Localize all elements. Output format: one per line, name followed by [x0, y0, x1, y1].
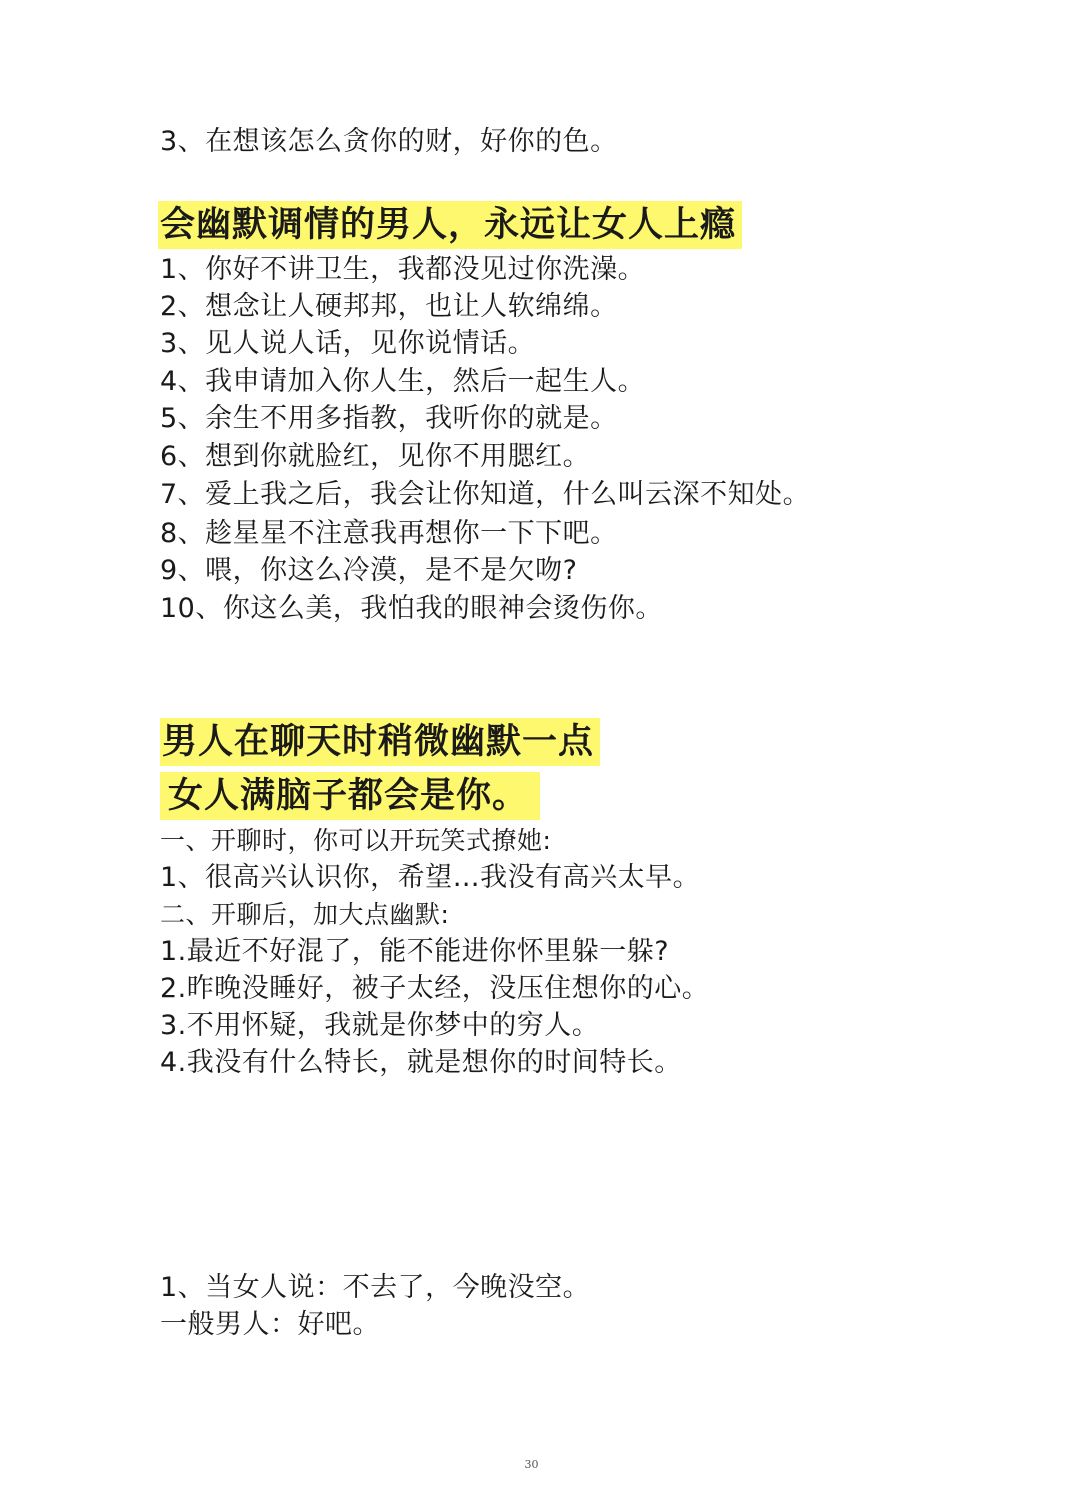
- section-heading-chat-line2: 女人满脑子都会是你。: [160, 772, 540, 820]
- subheading-opening: 一、开聊时，你可以开玩笑式撩她:: [160, 826, 552, 855]
- list-item: 2、想念让人硬邦邦，也让人软绵绵。: [160, 291, 618, 322]
- dialogue-line: 1、当女人说：不去了，今晚没空。: [160, 1272, 591, 1303]
- list-item: 4、我申请加入你人生，然后一起生人。: [160, 366, 646, 397]
- list-item: 6、想到你就脸红，见你不用腮红。: [160, 441, 591, 472]
- list-item: 5、余生不用多指教，我听你的就是。: [160, 403, 618, 434]
- list-item: 2.昨晚没睡好，被子太经，没压住想你的心。: [160, 973, 710, 1004]
- list-item: 9、喂，你这么冷漠，是不是欠吻?: [160, 555, 578, 586]
- list-item: 7、爱上我之后，我会让你知道，什么叫云深不知处。: [160, 479, 811, 510]
- dialogue-line: 一般男人：好吧。: [160, 1309, 380, 1340]
- page-number: 30: [524, 1458, 539, 1471]
- list-item: 1、你好不讲卫生，我都没见过你洗澡。: [160, 254, 646, 285]
- list-item: 3.不用怀疑，我就是你梦中的穷人。: [160, 1010, 600, 1041]
- list-item: 10、你这么美，我怕我的眼神会烫伤你。: [160, 593, 663, 624]
- section-heading-chat-line1: 男人在聊天时稍微幽默一点: [160, 718, 600, 766]
- list-item: 4.我没有什么特长，就是想你的时间特长。: [160, 1047, 682, 1078]
- list-item: 8、趁星星不注意我再想你一下下吧。: [160, 518, 618, 549]
- subheading-after-opening: 二、开聊后，加大点幽默:: [160, 900, 450, 929]
- list-item: 1.最近不好混了，能不能进你怀里躲一躲?: [160, 936, 670, 967]
- top-line: 3、在想该怎么贪你的财，好你的色。: [160, 126, 618, 157]
- list-item: 1、很高兴认识你，希望…我没有高兴太早。: [160, 862, 701, 893]
- list-item: 3、见人说人话，见你说情话。: [160, 328, 536, 359]
- section-heading-flirting: 会幽默调情的男人，永远让女人上瘾: [158, 201, 742, 249]
